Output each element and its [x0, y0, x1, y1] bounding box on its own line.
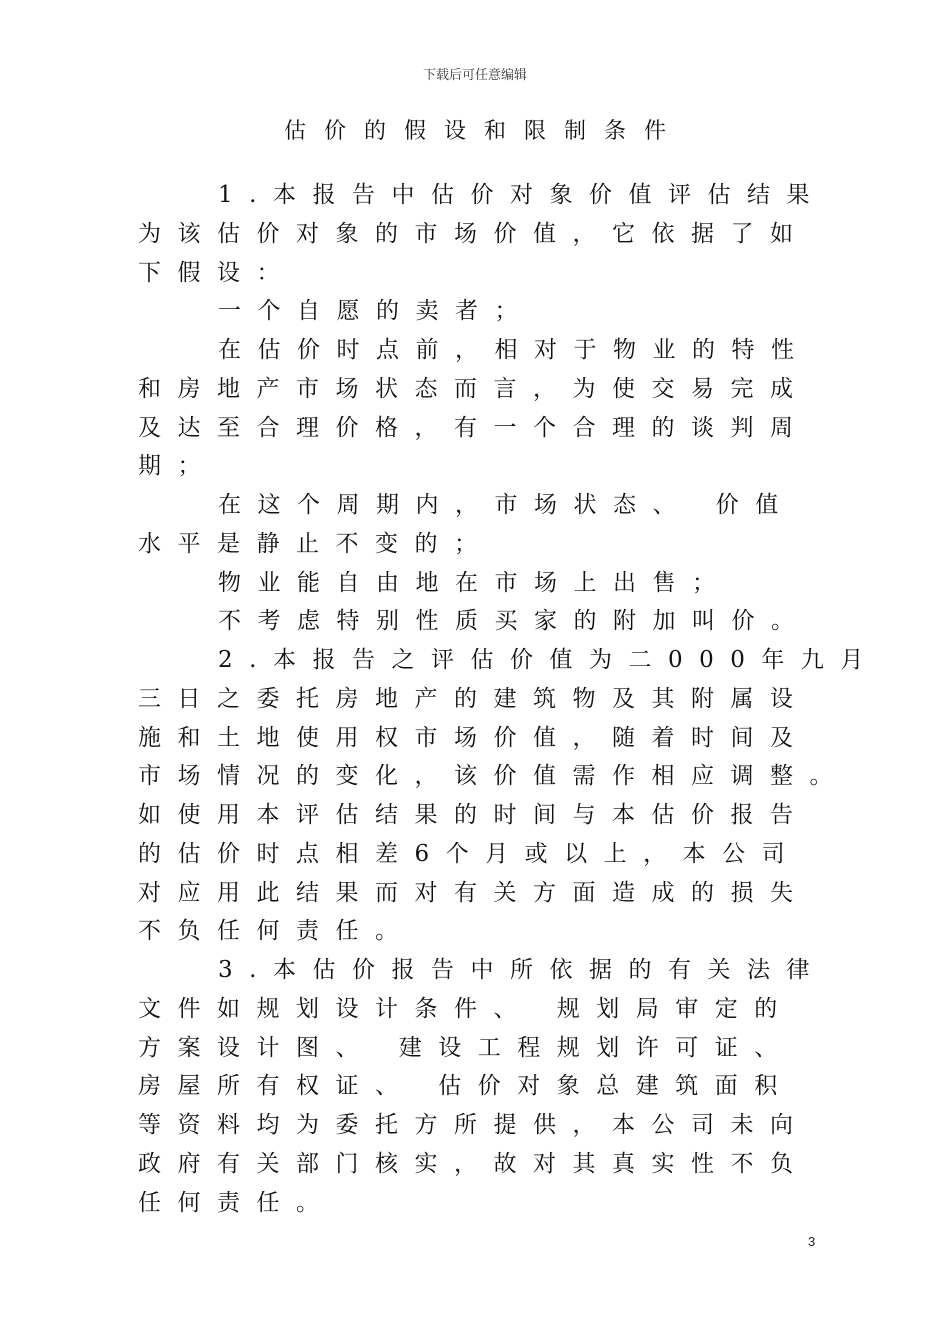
body-line: 水平是静止不变的；	[138, 530, 494, 557]
body-line: 方案设计图、 建设工程规划许可证、	[138, 1034, 794, 1061]
body-line: 对应用此结果而对有关方面造成的损失	[138, 879, 810, 906]
page-number: 3	[808, 1234, 816, 1249]
body-line: 及达至合理价格，有一个合理的谈判周	[138, 414, 810, 441]
body-line: 3.本估价报告中所依据的有关法律	[218, 957, 826, 983]
body-line: 房屋所有权证、 估价对象总建筑面积	[138, 1073, 794, 1100]
body-line: 如使用本评估结果的时间与本估价报告	[138, 802, 810, 828]
document-body	[138, 176, 880, 1222]
header-note: 下载后可任意编辑	[422, 68, 527, 83]
body-line: 在这个周期内，市场状态、 价值	[218, 492, 795, 518]
body-line: 的估价时点相差6个月或以上，本公司	[138, 840, 802, 867]
body-line: 2.本报告之评估价值为二000年九月	[218, 647, 880, 673]
body-line: 1.本报告中估价对象价值评估结果	[218, 182, 826, 208]
body-line: 市场情况的变化，该价值需作相应调整。	[138, 763, 849, 790]
document-title: 估价的假设和限制条件	[283, 119, 684, 144]
body-line: 不考虑特别性质买家的附加叫价。	[218, 608, 811, 635]
body-line: 一个自愿的卖者；	[218, 298, 534, 325]
body-line: 文件如规划设计条件、 规划局审定的	[138, 995, 794, 1022]
body-line: 在估价时点前，相对于物业的特性	[218, 337, 811, 363]
body-line: 期；	[138, 453, 217, 480]
body-line: 政府有关部门核实，故对其真实性不负	[138, 1150, 810, 1177]
body-line: 等资料均为委托方所提供，本公司未向	[138, 1112, 810, 1138]
body-line: 和房地产市场状态而言，为使交易完成	[138, 375, 810, 402]
body-line: 三日之委托房地产的建筑物及其附属设	[138, 685, 810, 712]
body-line: 不负任何责任。	[138, 918, 415, 945]
body-line: 下假设：	[138, 259, 296, 286]
body-line: 施和土地使用权市场价值，随着时间及	[138, 724, 810, 751]
body-line: 任何责任。	[138, 1189, 336, 1216]
body-line: 物业能自由地在市场上出售；	[218, 569, 732, 596]
body-line: 为该估价对象的市场价值，它依据了如	[138, 220, 810, 247]
